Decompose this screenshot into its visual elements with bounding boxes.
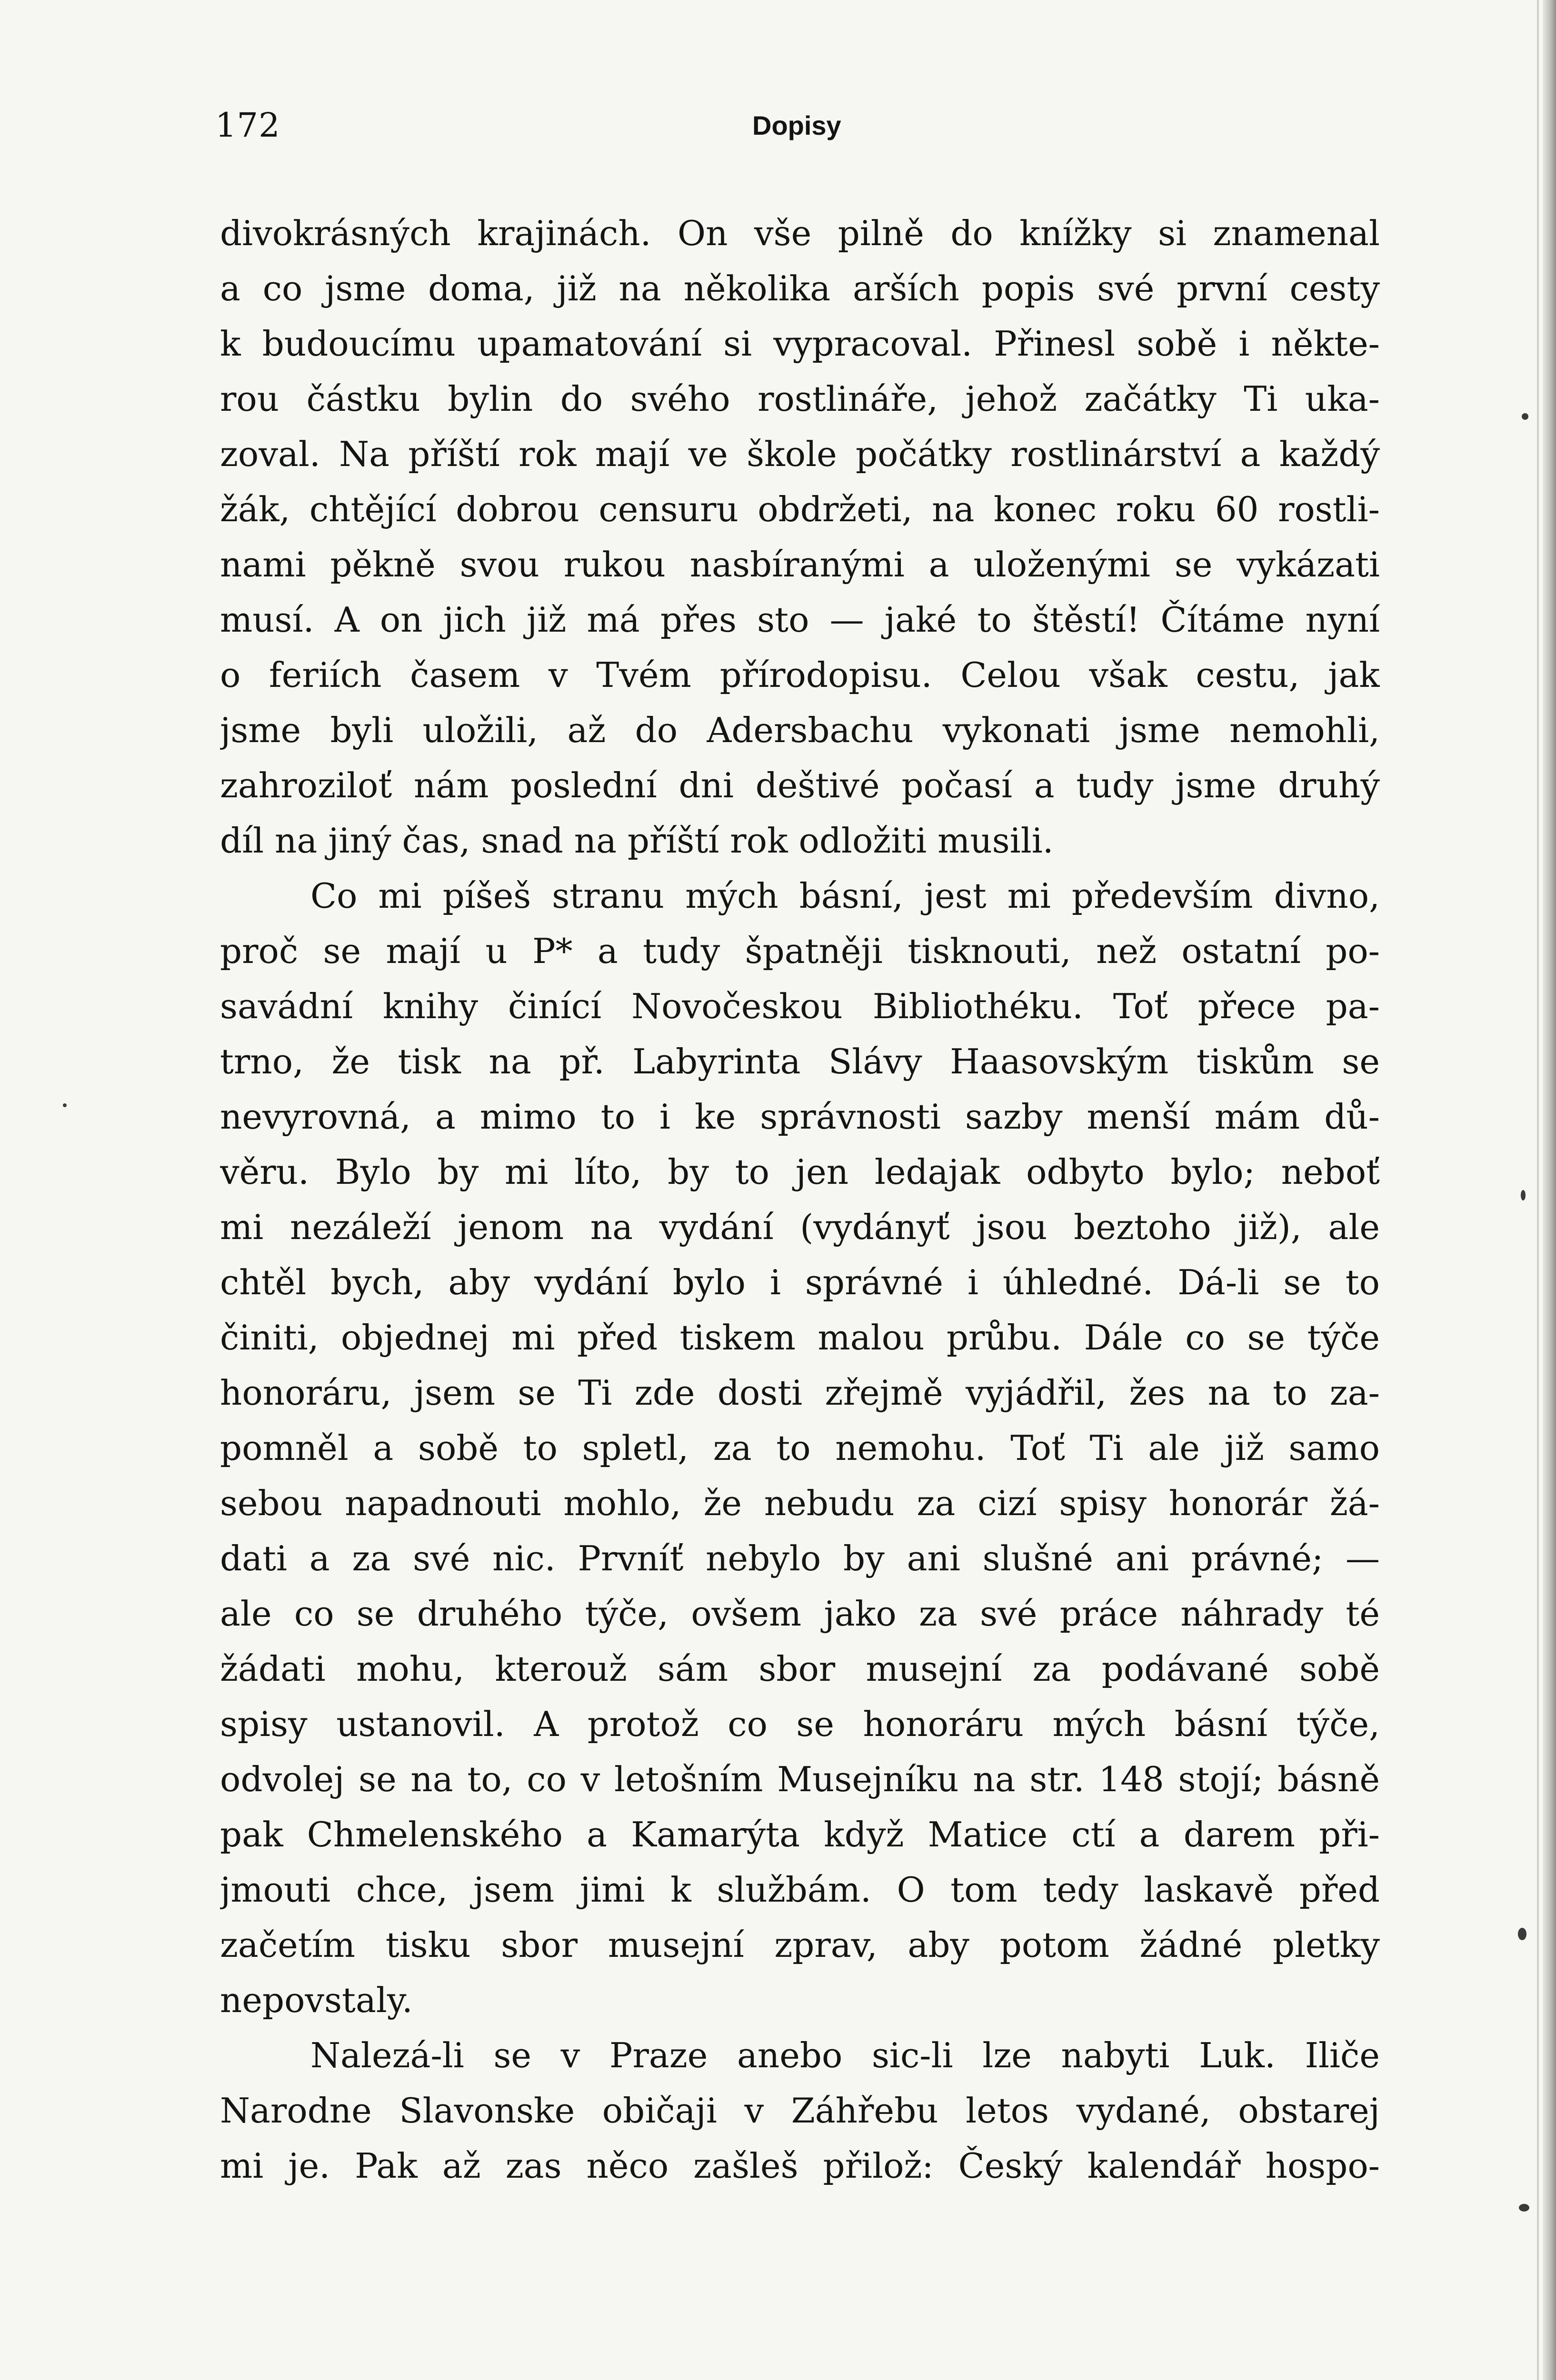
text-line: honoráru, jsem se Ti zde dosti zřejmě vyjádřil, žes na to za-	[220, 1373, 1380, 1413]
text-line: Narodne Slavonske običaji v Záhřebu letos vydané, obstarej	[220, 2091, 1380, 2131]
text-line: proč se mají u P* a tudy špatněji tisknouti, než ostatní po-	[220, 931, 1380, 971]
text-line: spisy ustanovil. A protož co se honoráru mých básní týče,	[220, 1704, 1380, 1744]
page-edge-line	[1537, 0, 1539, 2380]
text-line: chtěl bych, aby vydání bylo i správné i úhledné. Dá-li se to	[220, 1262, 1380, 1302]
page-edge-shadow	[1543, 0, 1556, 2380]
text-line: zahroziloť nám poslední dni deštivé počasí a tudy jsme druhý	[220, 765, 1380, 805]
text-line: dati a za své nic. Prvníť nebylo by ani slušné ani právné; —	[220, 1538, 1380, 1578]
text-line: k budoucímu upamatování si vypracoval. Přinesl sobě i někte-	[220, 324, 1380, 364]
text-line: žák, chtějící dobrou censuru obdržeti, na konec roku 60 rostli-	[220, 489, 1380, 529]
text-line: savádní knihy činící Novočeskou Bibliothéku. Toť přece pa-	[220, 986, 1380, 1026]
page-number: 172	[215, 106, 280, 145]
text-line: o feriích časem v Tvém přírodopisu. Celou však cestu, jak	[220, 655, 1380, 695]
scan-speck	[1518, 1928, 1526, 1940]
text-line: musí. A on jich již má přes sto — jaké to štěstí! Čítáme nyní	[220, 600, 1380, 640]
text-line: sebou napadnouti mohlo, že nebudu za cizí spisy honorár žá-	[220, 1483, 1380, 1523]
text-line: začetím tisku sbor musejní zprav, aby potom žádné pletky	[220, 1925, 1380, 1965]
paragraph-start-line: Co mi píšeš stranu mých básní, jest mi především divno,	[310, 876, 1380, 916]
text-line: mi nezáleží jenom na vydání (vydányť jsou beztoho již), ale	[220, 1207, 1380, 1247]
text-line: činiti, objednej mi před tiskem malou průbu. Dále co se týče	[220, 1318, 1380, 1358]
text-line: žádati mohu, kterouž sám sbor musejní za podávané sobě	[220, 1649, 1380, 1689]
text-line: jmouti chce, jsem jimi k službám. O tom tedy laskavě před	[220, 1870, 1380, 1910]
text-line: trno, že tisk na př. Labyrinta Slávy Haasovským tiskům se	[220, 1041, 1380, 1081]
text-line: jsme byli uložili, až do Adersbachu vykonati jsme nemohli,	[220, 710, 1380, 750]
text-line: divokrásných krajinách. On vše pilně do knížky si znamenal	[220, 213, 1380, 253]
scan-speck	[63, 1103, 67, 1107]
text-line: pomněl a sobě to spletl, za to nemohu. Toť Ti ale již samo	[220, 1428, 1380, 1468]
running-title: Dopisy	[752, 110, 841, 140]
paragraph-end-line: nepovstaly.	[220, 1980, 413, 2020]
body-text	[220, 206, 1380, 2193]
text-line: nami pěkně svou rukou nasbíranými a uloženými se vykázati	[220, 545, 1380, 585]
scan-speck	[1521, 1190, 1526, 1200]
text-line: rou částku bylin do svého rostlináře, jehož začátky Ti uka-	[220, 379, 1380, 419]
scan-speck	[1522, 413, 1528, 420]
text-line: ale co se druhého týče, ovšem jako za své práce náhrady té	[220, 1594, 1380, 1634]
paragraph-start-line: Nalezá-li se v Praze anebo sic-li lze nabyti Luk. Iliče	[310, 2035, 1380, 2075]
text-line: zoval. Na příští rok mají ve škole počátky rostlinárství a každý	[220, 434, 1380, 474]
text-line: pak Chmelenského a Kamarýta když Matice ctí a darem při-	[220, 1815, 1380, 1854]
text-line: a co jsme doma, již na několika arších popis své první cesty	[220, 268, 1380, 308]
text-line: nevyrovná, a mimo to i ke správnosti sazby menší mám dů-	[220, 1097, 1380, 1137]
text-line: odvolej se na to, co v letošním Musejníku na str. 148 stojí; básně	[220, 1759, 1380, 1799]
text-line: mi je. Pak až zas něco zašleš přilož: Český kalendář hospo-	[220, 2146, 1380, 2186]
paragraph-end-line: díl na jiný čas, snad na příští rok odložiti musili.	[220, 821, 1054, 861]
text-line: věru. Bylo by mi líto, by to jen ledajak odbyto bylo; neboť	[220, 1152, 1380, 1192]
scan-speck	[1519, 2204, 1529, 2211]
